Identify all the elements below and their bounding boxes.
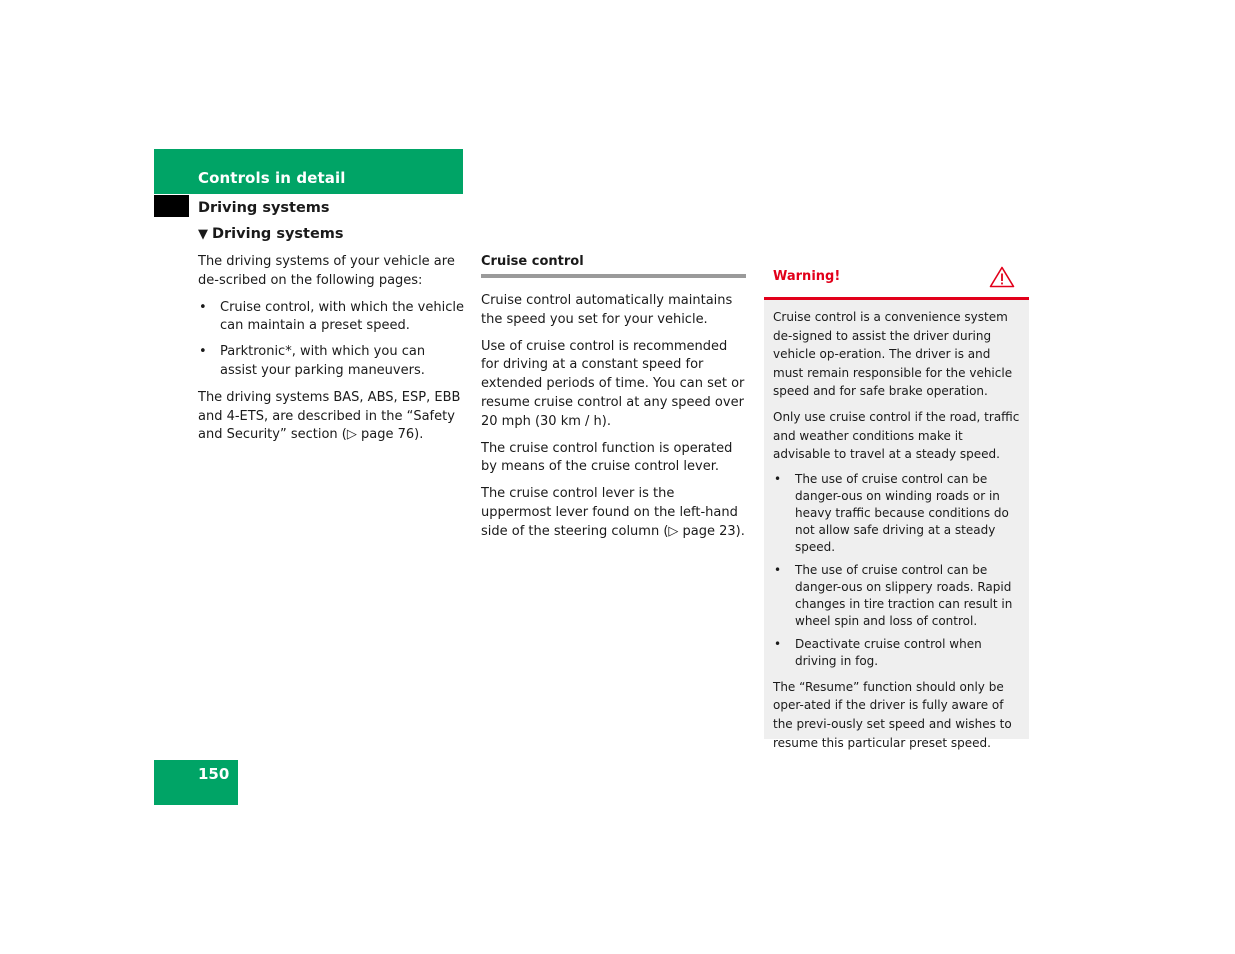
cruise-control-heading: Cruise control <box>481 253 746 278</box>
list-item: • Parktronic*, with which you can assist your parking maneuvers. <box>198 343 466 381</box>
paragraph: The cruise control lever is the uppermost lever found on the left-hand side of the steering column (▷ page 23). <box>481 486 745 539</box>
triangle-down-icon: ▼ <box>198 227 208 242</box>
warning-list <box>773 471 1021 670</box>
warning-paragraph: The “Resume” function should only be oper-ated if the driver is fully aware of the previ-ously set speed and wishes to resume this particular preset speed. <box>773 679 1012 750</box>
subsection-heading <box>198 226 344 242</box>
column-2 <box>481 253 746 550</box>
warning-header <box>764 257 1029 300</box>
paragraph: The cruise control function is operated by means of the cruise control lever. <box>481 440 733 475</box>
list-item: • The use of cruise control can be danger-ous on winding roads or in heavy traffic because conditions do not allow safe driving at a steady speed. <box>773 471 1021 556</box>
chapter-title: Controls in detail <box>198 169 346 187</box>
list-item: • The use of cruise control can be danger-ous on slippery roads. Rapid changes in tire traction can result in wheel spin and loss of control. <box>773 562 1021 630</box>
list-item: • Deactivate cruise control when driving in fog. <box>773 636 1021 670</box>
warning-box <box>764 257 1029 750</box>
warning-triangle-icon <box>989 266 1015 288</box>
driving-systems-list <box>198 299 466 381</box>
chapter-header-bar <box>154 149 463 194</box>
section-tab-marker <box>154 195 189 217</box>
warning-body <box>764 300 1029 752</box>
warning-paragraph: Cruise control is a convenience system de-signed to assist the driver during vehicle op-eration. The driver is and must remain responsible for the vehicle speed and for safe brake operation. <box>773 310 1013 399</box>
closing-paragraph: The driving systems BAS, ABS, ESP, EBB and 4-ETS, are described in the “Safety and Security” section (▷ page 76). <box>198 389 461 443</box>
column-1 <box>198 253 466 453</box>
intro-paragraph: The driving systems of your vehicle are de-scribed on the following pages: <box>198 254 455 288</box>
page-number-box <box>154 760 238 805</box>
list-item: • Cruise control, with which the vehicle can maintain a preset speed. <box>198 299 466 337</box>
paragraph: Cruise control automatically maintains the speed you set for your vehicle. <box>481 293 733 327</box>
page-number: 150 <box>198 765 230 783</box>
subsection-title: Driving systems <box>212 226 344 242</box>
section-title: Driving systems <box>198 200 330 216</box>
paragraph: Use of cruise control is recommended for driving at a constant speed for extended periods of time. You can set or resume cruise control at any speed over 20 mph (30 km / h). <box>481 338 745 429</box>
warning-paragraph: Only use cruise control if the road, traffic and weather conditions make it advisable to travel at a steady speed. <box>773 409 1020 462</box>
warning-label: Warning! <box>773 269 841 284</box>
